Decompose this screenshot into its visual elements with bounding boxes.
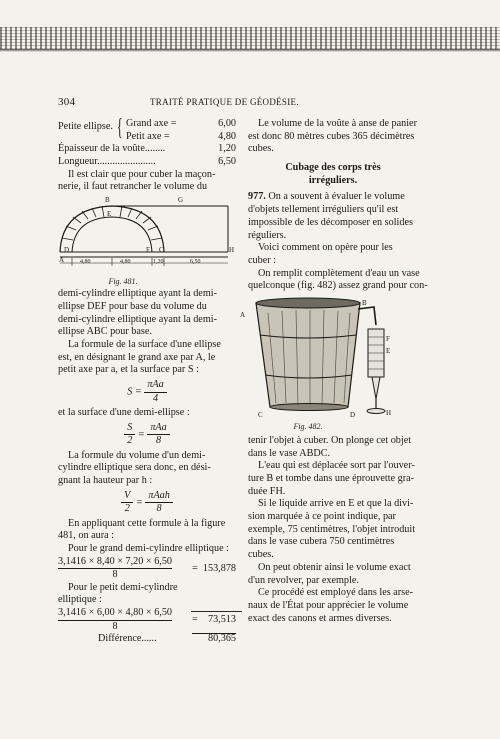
right-column [240,118,428,625]
length-row [58,156,236,169]
page-number: 304 [58,96,76,108]
figure-caption: Fig. 482. [293,421,323,431]
paragraph-line: Le volume de la voûte à anse de panier [258,118,417,129]
paragraph-line: Si le liquide arrive en E et que la divi- [258,498,414,510]
fig481-dim: 6,50 [190,259,201,266]
paragraph-line: tenir l'objet à cuber. On plonge cet objet [248,434,412,446]
scan-noise-band [0,27,500,49]
paragraph-line: cylindre elliptique sera donc, en dési- [58,462,211,474]
paragraph-line: On remplit complètement d'eau un vase [258,267,420,279]
paragraph-line: naux de l'État pour apprécier le volume [248,599,409,611]
paragraph-line: est, en désignant le grand axe par A, le [58,351,216,363]
paragraph-line: Pour le petit demi-cylindre [68,581,178,593]
left-column [58,115,236,646]
small-ellipse-row-2 [58,131,236,144]
paragraph-line: dans le vase ABDC. [248,447,331,459]
calc-result: 153,878 [202,562,236,574]
fig481-dim: 4,80 [120,259,131,266]
fig481-label-d: D [64,246,70,255]
paragraph-line: quelconque (fig. 482) assez grand pour con- [248,280,428,292]
paragraph-line: Ce procédé est employé dans les arse- [258,587,414,599]
numerator: πAah [145,490,173,504]
fig482-label-e: E [386,346,391,355]
formula-surface [58,377,236,407]
numerator: S [124,422,135,436]
paragraph-line: cubes. [248,549,274,561]
numerator: πAa [144,379,166,393]
paragraph-line: elliptique : [58,594,102,606]
fig481-label-c: C [159,246,164,255]
fig481-dim: 4,80 [80,259,91,266]
small-major-axis-label: Grand axe = [126,118,177,129]
paragraph-line: On peut obtenir ainsi le volume exact [258,561,411,573]
paragraph-line: dans le vase cubera 750 centimètres [248,536,395,548]
fraction [147,422,169,448]
fraction [145,490,173,516]
fraction [124,422,135,448]
small-major-axis-value: 6,00 [218,118,236,129]
formula-volume [58,488,236,518]
difference-row [58,633,236,646]
paragraph-line: gnant la hauteur par h : [58,475,153,486]
paragraph-line: d'un revolver, par exemple. [248,574,359,586]
equals-sign: = [192,562,198,574]
paragraph-line: ellipse DEF pour base du volume du [58,300,207,312]
equals-sign: = [137,429,145,441]
paragraph-line: exemple, 75 centimètres, l'objet introduit [248,523,416,535]
figure-481 [58,196,236,288]
paragraph-line: 977. On a souvent à évaluer le volume [248,191,405,203]
paragraph-line: duée FH. [248,485,286,497]
calc-large-cylinder [58,556,236,582]
article-number: 977. [248,191,266,203]
fig481-label-a: A [59,256,65,265]
small-ellipse-label: Petite ellipse. [58,121,113,132]
paragraph-line: Voici comment on opère pour les [258,242,393,254]
fig481-label-e: E [107,210,112,219]
intro-line: Il est clair que pour cuber la maçon- [68,168,216,180]
fig482-label-f: F [386,334,390,343]
intro-line: nerie, il faut retrancher le volume du [58,181,208,193]
formula-half-surface [58,420,236,450]
paragraph-line: cuber : [248,254,277,266]
difference-value: 80,365 [207,633,236,645]
length-value: 6,50 [218,156,236,168]
paragraph-line: est donc 80 mètres cubes 365 décimètres [248,130,415,142]
denominator: 8 [155,435,162,447]
fraction [144,379,166,405]
equals-sign: = [135,497,143,509]
calc-result: 73,513 [207,614,236,626]
difference-label: Différence...... [98,633,157,645]
denominator: 8 [112,620,118,632]
paragraph-line: ellipse ABC pour base. [58,326,152,338]
thickness-label: Épaisseur de la voûte........ [58,143,166,155]
fraction [58,556,172,582]
fig482-label-a: A [240,310,246,319]
length-label: Longueur....................... [58,156,156,168]
brace-glyph: { [116,115,123,141]
figure-482 [240,295,418,435]
numerator: 3,1416 × 6,00 × 4,80 × 6,50 [58,607,172,621]
fig482-label-b: B [362,298,367,307]
paragraph-line: La formule du volume d'un demi- [68,449,206,461]
paragraph-line: exact des canons et armes diverses. [248,612,392,624]
section-title: irréguliers. [308,174,358,186]
paragraph-line: cubes. [248,143,274,155]
fig482-label-d: D [350,410,356,419]
thickness-row [58,143,236,156]
running-header [58,96,438,108]
paragraph-line: En appliquant cette formule à la figure [68,517,226,529]
paragraph-line: 481, on aura : [58,530,115,542]
small-minor-axis-label: Petit axe = [126,130,170,142]
fig481-label-f: F [146,246,150,255]
numerator: 3,1416 × 8,40 × 7,20 × 6,50 [58,556,172,570]
fig481-label-h: H [229,246,235,255]
paragraph-line: petit axe par a, et la surface par S : [58,364,199,376]
numerator: V [121,490,133,504]
numerator: πAa [147,422,169,436]
paragraph-line: sion marquée à ce point indique, par [248,511,396,523]
denominator: 2 [124,503,130,515]
paragraph-line: et la surface d'une demi-ellipse : [58,406,190,418]
formula-lhs: S = [127,386,142,398]
footer-rule [191,611,242,612]
figure-caption: Fig. 481. [108,277,138,287]
fig481-label-g: G [178,196,184,205]
fraction [58,607,172,633]
paragraph-line: Pour le grand demi-cylindre elliptique : [68,543,229,555]
fig481-label-b: B [105,196,110,205]
section-title: Cubage des corps très [285,162,381,174]
denominator: 8 [112,569,118,581]
fraction [121,490,133,516]
paragraph-line: impossible de les décomposer en solides [248,216,413,228]
denominator: 8 [156,503,162,515]
fig482-label-c: C [258,410,263,419]
paragraph-line: La formule de la surface d'une ellipse [68,338,221,350]
fig481-dim: 1,20 [153,259,164,266]
running-title: TRAITÉ PRATIQUE DE GÉODÉSIE. [150,97,299,107]
paragraph-line: d'objets tellement irréguliers qu'il est [248,204,399,216]
small-minor-axis-value: 4,80 [218,130,236,142]
denominator: 2 [127,435,133,447]
denominator: 4 [152,392,159,404]
paragraph-line: L'eau qui est déplacée sort par l'ouver- [258,460,415,472]
paragraph-line: ture B et tombe dans une éprouvette gra- [248,473,415,484]
overflow-vessel-illustration [248,295,418,423]
fig482-label-h: H [386,408,392,417]
paragraph-line: demi-cylindre elliptique ayant la demi- [58,288,217,300]
thickness-value: 1,20 [218,143,236,155]
equals-sign: = [192,614,198,626]
paragraph-line: demi-cylindre elliptique ayant la demi- [58,313,217,325]
paragraph-line: réguliers. [248,229,287,241]
